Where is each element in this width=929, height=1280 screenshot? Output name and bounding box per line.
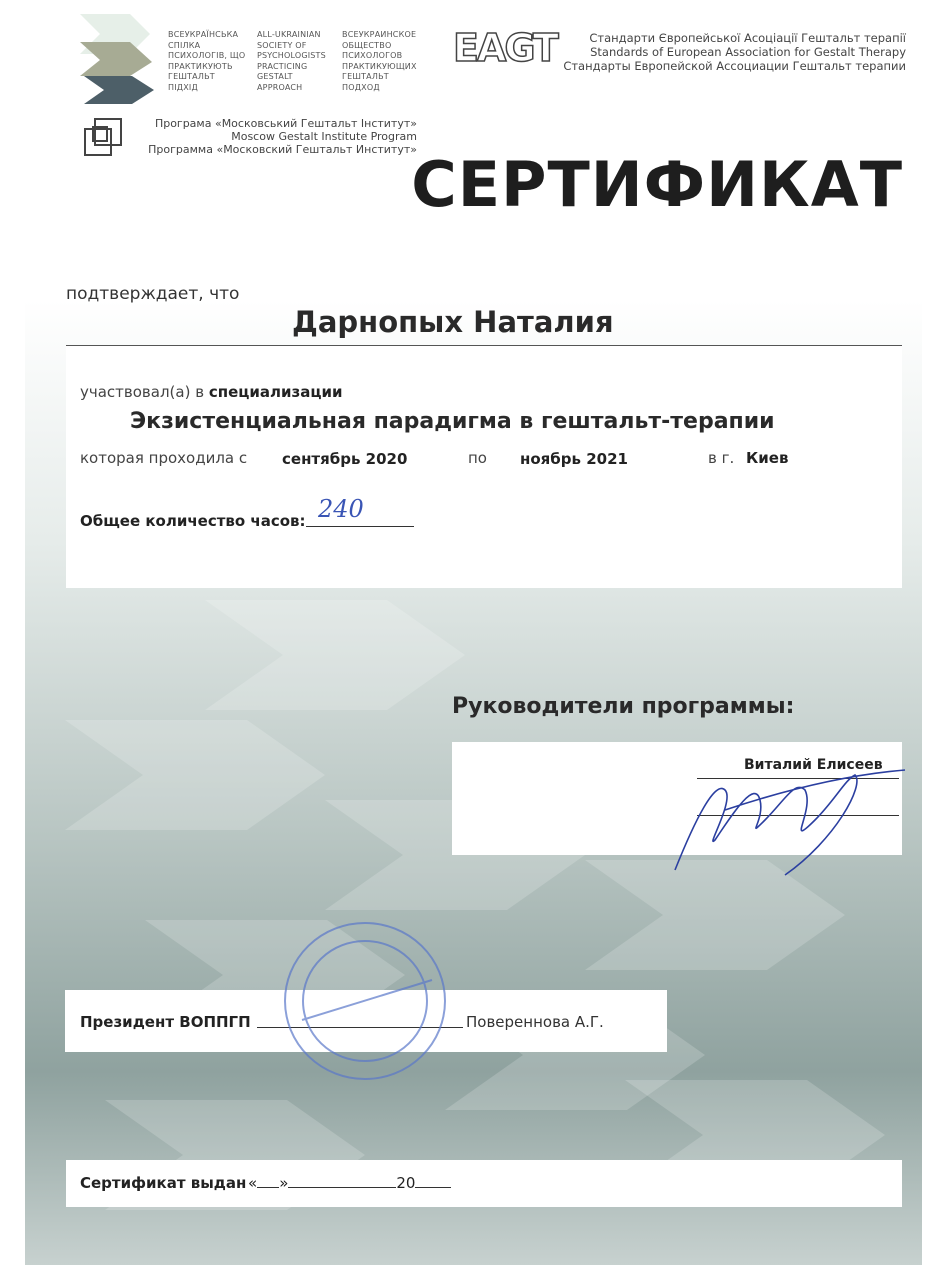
certificate-title: СЕРТИФИКАТ [411,148,903,221]
held-label: которая проходила с [80,449,248,467]
issued-label: Сертификат выдан [80,1174,247,1192]
institute-logo-icon [83,117,125,159]
to-label: по [468,449,487,467]
leader-signature-icon [665,760,910,885]
org-name-en: ALL-UKRAINIAN SOCIETY OF PSYCHOLOGISTS PRACTICING GESTALT APPROACH [257,30,326,92]
org-name-ua: ВСЕУКРАЇНСЬКА СПІЛКА ПСИХОЛОГІВ, ЩО ПРАКТИКУЮТЬ ГЕШТАЛЬТ ПІДХІД [168,30,246,92]
date-from: сентябрь 2020 [282,450,408,468]
president-label: Президент ВОППГП [80,1013,251,1031]
org-name-ru: ВСЕУКРАИНСКОЕ ОБЩЕСТВО ПСИХОЛОГОВ ПРАКТИКУЮЩИХ ГЕШТАЛЬТ ПОДХОД [342,30,417,92]
participated-line: участвовал(а) в специализации [80,383,343,401]
recipient-name: Дарнопых Наталия [292,305,614,339]
issued-date-fields: « » 20 [248,1174,451,1192]
hours-value: 240 [318,495,364,523]
date-to: ноябрь 2021 [520,450,628,468]
program-lines: Програма «Московський Гештальт Інститут» Moscow Gestalt Institute Program Программа «Московский Гештальт Институт» [148,117,417,156]
eagt-logo: EAGT [453,26,557,70]
city: Киев [746,449,789,467]
city-label: в г. [708,449,735,467]
hours-label: Общее количество часов: [80,512,306,530]
eagt-standards: Стандарти Європейської Асоціації Гештальт терапії Standards of European Association for Gestalt Therapy Стандарты Европейской Ассоциации Гештальт терапии [563,31,906,73]
association-logo-icon [70,14,165,106]
confirms-text: подтверждает, что [66,284,240,304]
stamp-icon [282,920,448,1082]
leaders-heading: Руководители программы: [452,694,795,719]
leader-name: Виталий Елисеев [744,757,883,773]
president-name: Повереннова А.Г. [466,1013,604,1031]
specialization-name: Экзистенциальная парадигма в гештальт-терапии [130,409,775,434]
